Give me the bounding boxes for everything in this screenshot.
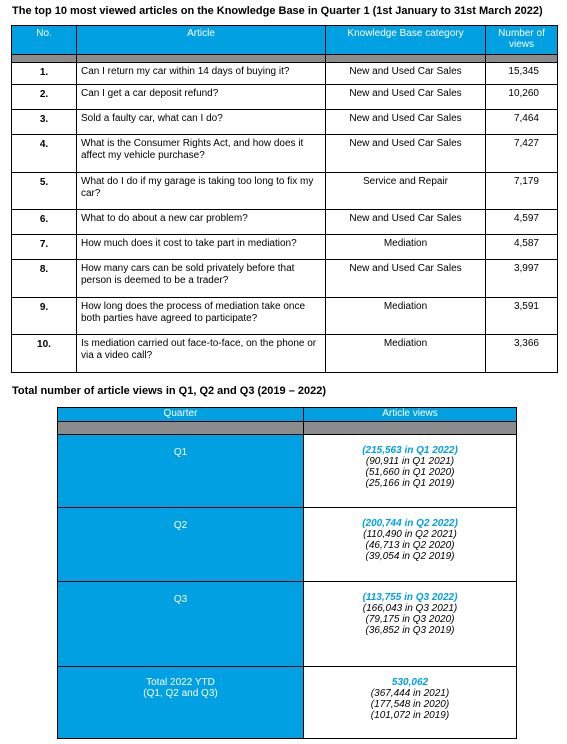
- header-article: Article: [77, 26, 326, 55]
- views-prior-year: (39,054 in Q2 2019): [365, 551, 455, 562]
- row-number: 6.: [12, 210, 77, 235]
- row-number: 9.: [12, 298, 77, 335]
- article-views: 7,464: [486, 110, 558, 135]
- quarter-name: Total 2022 YTD: [146, 677, 215, 688]
- quarter-subtitle: (Q1, Q2 and Q3): [143, 688, 218, 699]
- article-category: Service and Repair: [326, 173, 486, 210]
- article-views: 15,345: [486, 63, 558, 85]
- quarter-label: [58, 508, 304, 582]
- article-views: 3,591: [486, 298, 558, 335]
- article-category: New and Used Car Sales: [326, 110, 486, 135]
- quarter-name: Q3: [173, 594, 188, 605]
- views-prior-year: (166,043 in Q3 2021): [362, 603, 458, 614]
- views-prior-year: (367,444 in 2021): [370, 688, 450, 699]
- table-row: [12, 135, 558, 173]
- article-views: 4,597: [486, 210, 558, 235]
- article-category: Mediation: [326, 235, 486, 260]
- views-cell: [304, 508, 517, 582]
- views-prior-year: (36,852 in Q3 2019): [365, 625, 455, 636]
- quarter-row: [58, 667, 517, 739]
- row-number: 8.: [12, 260, 77, 298]
- views-cell: [304, 667, 517, 739]
- top-articles-table: [11, 25, 558, 373]
- views-prior-year: (177,548 in 2020): [370, 699, 450, 710]
- table-header-row: [58, 408, 517, 422]
- table-row: [12, 235, 558, 260]
- views-prior-year: (90,911 in Q1 2021): [365, 456, 455, 467]
- article-title: What do I do if my garage is taking too long to fix my car?: [77, 173, 326, 210]
- article-category: Mediation: [326, 298, 486, 335]
- views-prior-year: (101,072 in 2019): [370, 710, 450, 721]
- views-highlight: (113,755 in Q3 2022): [362, 592, 458, 603]
- table-row: [12, 63, 558, 85]
- views-cell: [304, 582, 517, 667]
- quarter-label: [58, 435, 304, 508]
- row-number: 3.: [12, 110, 77, 135]
- article-title: Sold a faulty car, what can I do?: [77, 110, 326, 135]
- article-title: How much does it cost to take part in mediation?: [77, 235, 326, 260]
- article-views: 4,587: [486, 235, 558, 260]
- article-title: What is the Consumer Rights Act, and how does it affect my vehicle purchase?: [77, 135, 326, 173]
- views-cell: [304, 435, 517, 508]
- article-category: New and Used Car Sales: [326, 260, 486, 298]
- article-title: Is mediation carried out face-to-face, on the phone or via a video call?: [77, 335, 326, 373]
- table-row: [12, 85, 558, 110]
- views-prior-year: (51,660 in Q1 2020): [365, 467, 455, 478]
- views-prior-year: (46,713 in Q2 2020): [365, 540, 455, 551]
- row-number: 10.: [12, 335, 77, 373]
- quarter-label: [58, 667, 304, 739]
- quarter-name: Q2: [173, 520, 188, 531]
- quarter-row: [58, 582, 517, 667]
- top-articles-title: The top 10 most viewed articles on the Knowledge Base in Quarter 1 (1st January to 31st March 2022): [12, 5, 543, 17]
- table-row: [12, 173, 558, 210]
- views-prior-year: (25,166 in Q1 2019): [365, 478, 455, 489]
- quarter-name: Q1: [173, 447, 188, 458]
- row-number: 2.: [12, 85, 77, 110]
- article-category: New and Used Car Sales: [326, 135, 486, 173]
- table-row: [12, 110, 558, 135]
- article-views: 3,366: [486, 335, 558, 373]
- quarter-views-table: [57, 407, 517, 739]
- header-article-views: Article views: [304, 408, 517, 422]
- header-no: No.: [12, 26, 77, 55]
- article-title: What to do about a new car problem?: [77, 210, 326, 235]
- article-category: New and Used Car Sales: [326, 85, 486, 110]
- table-row: [12, 260, 558, 298]
- quarter-row: [58, 435, 517, 508]
- header-category: Knowledge Base category: [326, 26, 486, 55]
- views-prior-year: (79,175 in Q3 2020): [365, 614, 455, 625]
- row-number: 5.: [12, 173, 77, 210]
- table-row: [12, 210, 558, 235]
- header-quarter: Quarter: [58, 408, 304, 422]
- article-category: New and Used Car Sales: [326, 210, 486, 235]
- row-number: 7.: [12, 235, 77, 260]
- grey-divider-row: [58, 422, 517, 435]
- article-title: Can I get a car deposit refund?: [77, 85, 326, 110]
- views-prior-year: (110,490 in Q2 2021): [363, 529, 457, 540]
- table-row: [12, 298, 558, 335]
- views-highlight: 530,062: [391, 677, 429, 688]
- quarter-label: [58, 582, 304, 667]
- article-title: Can I return my car within 14 days of buying it?: [77, 63, 326, 85]
- views-highlight: (215,563 in Q1 2022): [362, 445, 458, 456]
- article-views: 10,260: [486, 85, 558, 110]
- table-row: [12, 335, 558, 373]
- views-highlight: (200,744 in Q2 2022): [362, 518, 458, 529]
- row-number: 4.: [12, 135, 77, 173]
- article-category: New and Used Car Sales: [326, 63, 486, 85]
- article-views: 7,179: [486, 173, 558, 210]
- row-number: 1.: [12, 63, 77, 85]
- article-title: How many cars can be sold privately before that person is deemed to be a trader?: [77, 260, 326, 298]
- table-header-row: [12, 26, 558, 55]
- grey-divider-row: [12, 55, 558, 63]
- article-title: How long does the process of mediation take once both parties have agreed to participate?: [77, 298, 326, 335]
- article-category: Mediation: [326, 335, 486, 373]
- header-views: Number of views: [486, 26, 558, 55]
- article-views: 3,997: [486, 260, 558, 298]
- quarter-row: [58, 508, 517, 582]
- quarter-views-title: Total number of article views in Q1, Q2 and Q3 (2019 – 2022): [12, 385, 327, 397]
- article-views: 7,427: [486, 135, 558, 173]
